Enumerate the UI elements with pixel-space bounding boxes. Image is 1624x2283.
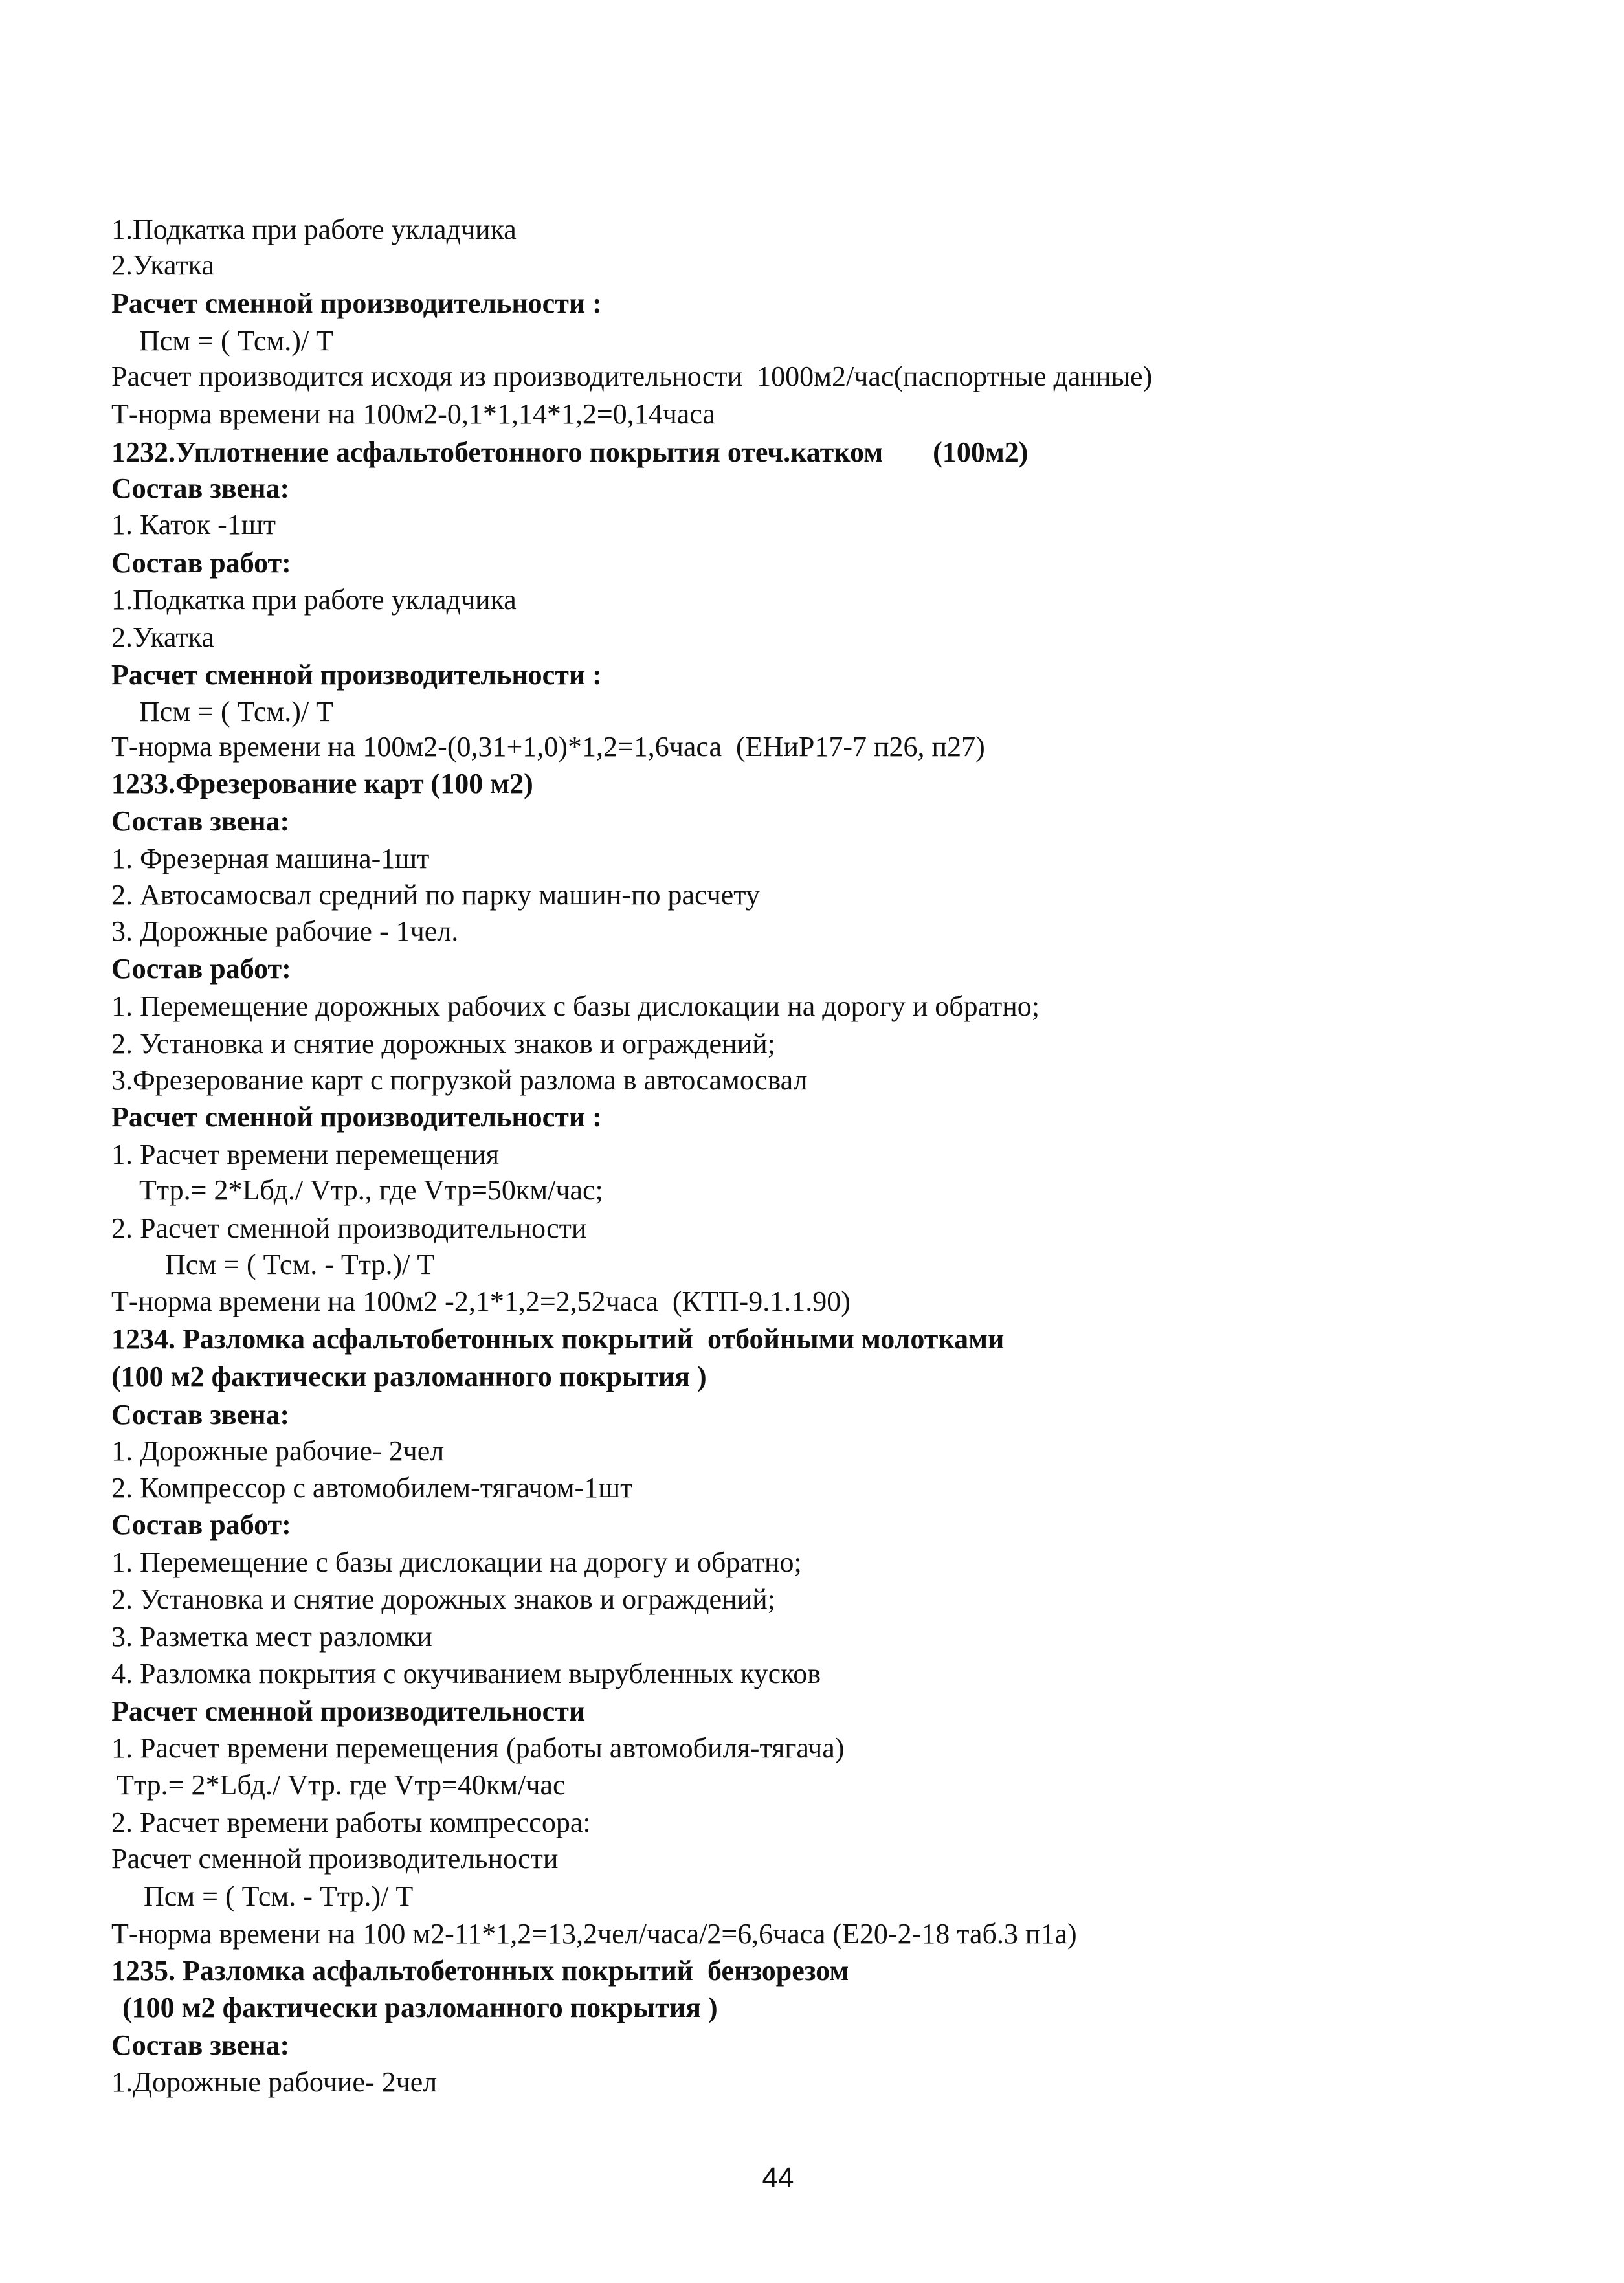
section-heading: 1233.Фрезерование карт (100 м2) [111,768,533,799]
text-line: 2.Укатка [111,249,214,281]
text-line: 1.Подкатка при работе укладчика [111,584,517,616]
text-line: 3. Дорожные рабочие - 1чел. [111,915,459,947]
text-line: 3.Фрезерование карт с погрузкой разлома в автосамосвал [111,1064,808,1096]
text-line: Псм = ( Тсм.)/ Т [139,325,333,357]
section-heading: (100 м2 фактически разломанного покрытия ) [111,1361,707,1392]
text-line: 1. Расчет времени перемещения (работы автомобиля-тягача) [111,1732,845,1764]
text-line: 1. Расчет времени перемещения [111,1139,500,1170]
section-heading: 1235. Разломка асфальтобетонных покрытий бензорезом [111,1955,849,1987]
text-line: 1. Перемещение дорожных рабочих с базы дислокации на дорогу и обратно; [111,990,1040,1022]
text-line: Т-норма времени на 100м2-(0,31+1,0)*1,2=1,6часа (ЕНиР17-7 п26, п27) [111,731,985,763]
text-line: 2.Укатка [111,621,214,653]
section-heading: Состав звена: [111,2029,290,2061]
text-line: 1.Дорожные рабочие- 2чел [111,2066,438,2098]
text-line: 4. Разломка покрытия с окучиванием вырубленных кусков [111,1658,821,1689]
page-number: 44 [762,2162,794,2194]
text-line: 2. Расчет сменной производительности [111,1212,587,1244]
text-line: 2. Установка и снятие дорожных знаков и ограждений; [111,1583,775,1615]
text-line: 2. Компрессор с автомобилем-тягачом-1шт [111,1472,633,1504]
text-line: 2. Автосамосвал средний по парку машин-по расчету [111,879,760,911]
section-heading: 1232.Уплотнение асфальтобетонного покрытия отеч.катком (100м2) [111,436,1029,468]
text-line: Ттр.= 2*Lбд./ Vтр., где Vтр=50км/час; [139,1174,603,1206]
text-line: 1.Подкатка при работе укладчика [111,214,517,245]
text-line: Псм = ( Тсм.)/ Т [139,696,333,728]
text-line: Расчет производится исходя из производительности 1000м2/час(паспортные данные) [111,361,1153,392]
text-line: 1. Перемещение с базы дислокации на дорогу и обратно; [111,1546,802,1578]
section-heading: Расчет сменной производительности [111,1695,586,1727]
section-heading: (100 м2 фактически разломанного покрытия ) [115,1992,718,2023]
text-line: Т-норма времени на 100м2-0,1*1,14*1,2=0,14часа [111,398,715,430]
text-line: Расчет сменной производительности [111,1843,559,1875]
text-line: Т-норма времени на 100 м2-11*1,2=13,2чел/часа/2=6,6часа (Е20-2-18 таб.3 п1а) [111,1918,1077,1950]
text-line: Псм = ( Тсм. - Ттр.)/ Т [165,1249,435,1280]
text-line: 1. Дорожные рабочие- 2чел [111,1435,445,1467]
section-heading: Состав работ: [111,953,291,985]
section-heading: Состав работ: [111,547,291,579]
text-line: Псм = ( Тсм. - Ттр.)/ Т [144,1880,414,1912]
text-line: Ттр.= 2*Lбд./ Vтр. где Vтр=40км/час [117,1769,566,1801]
section-heading: Расчет сменной производительности : [111,287,602,319]
text-line: 1. Каток -1шт [111,509,276,540]
section-heading: Состав звена: [111,473,290,504]
text-line: 2. Установка и снятие дорожных знаков и ограждений; [111,1028,775,1060]
text-line: 3. Разметка мест разломки [111,1621,432,1653]
section-heading: Состав звена: [111,805,290,837]
section-heading: Расчет сменной производительности : [111,1101,602,1133]
text-line: 2. Расчет времени работы компрессора: [111,1807,591,1838]
section-heading: Состав звена: [111,1399,290,1431]
text-line: Т-норма времени на 100м2 -2,1*1,2=2,52часа (КТП-9.1.1.90) [111,1286,851,1317]
text-line: 1. Фрезерная машина-1шт [111,843,430,874]
section-heading: 1234. Разломка асфальтобетонных покрытий отбойными молотками [111,1323,1005,1355]
section-heading: Состав работ: [111,1509,291,1541]
section-heading: Расчет сменной производительности : [111,659,602,691]
